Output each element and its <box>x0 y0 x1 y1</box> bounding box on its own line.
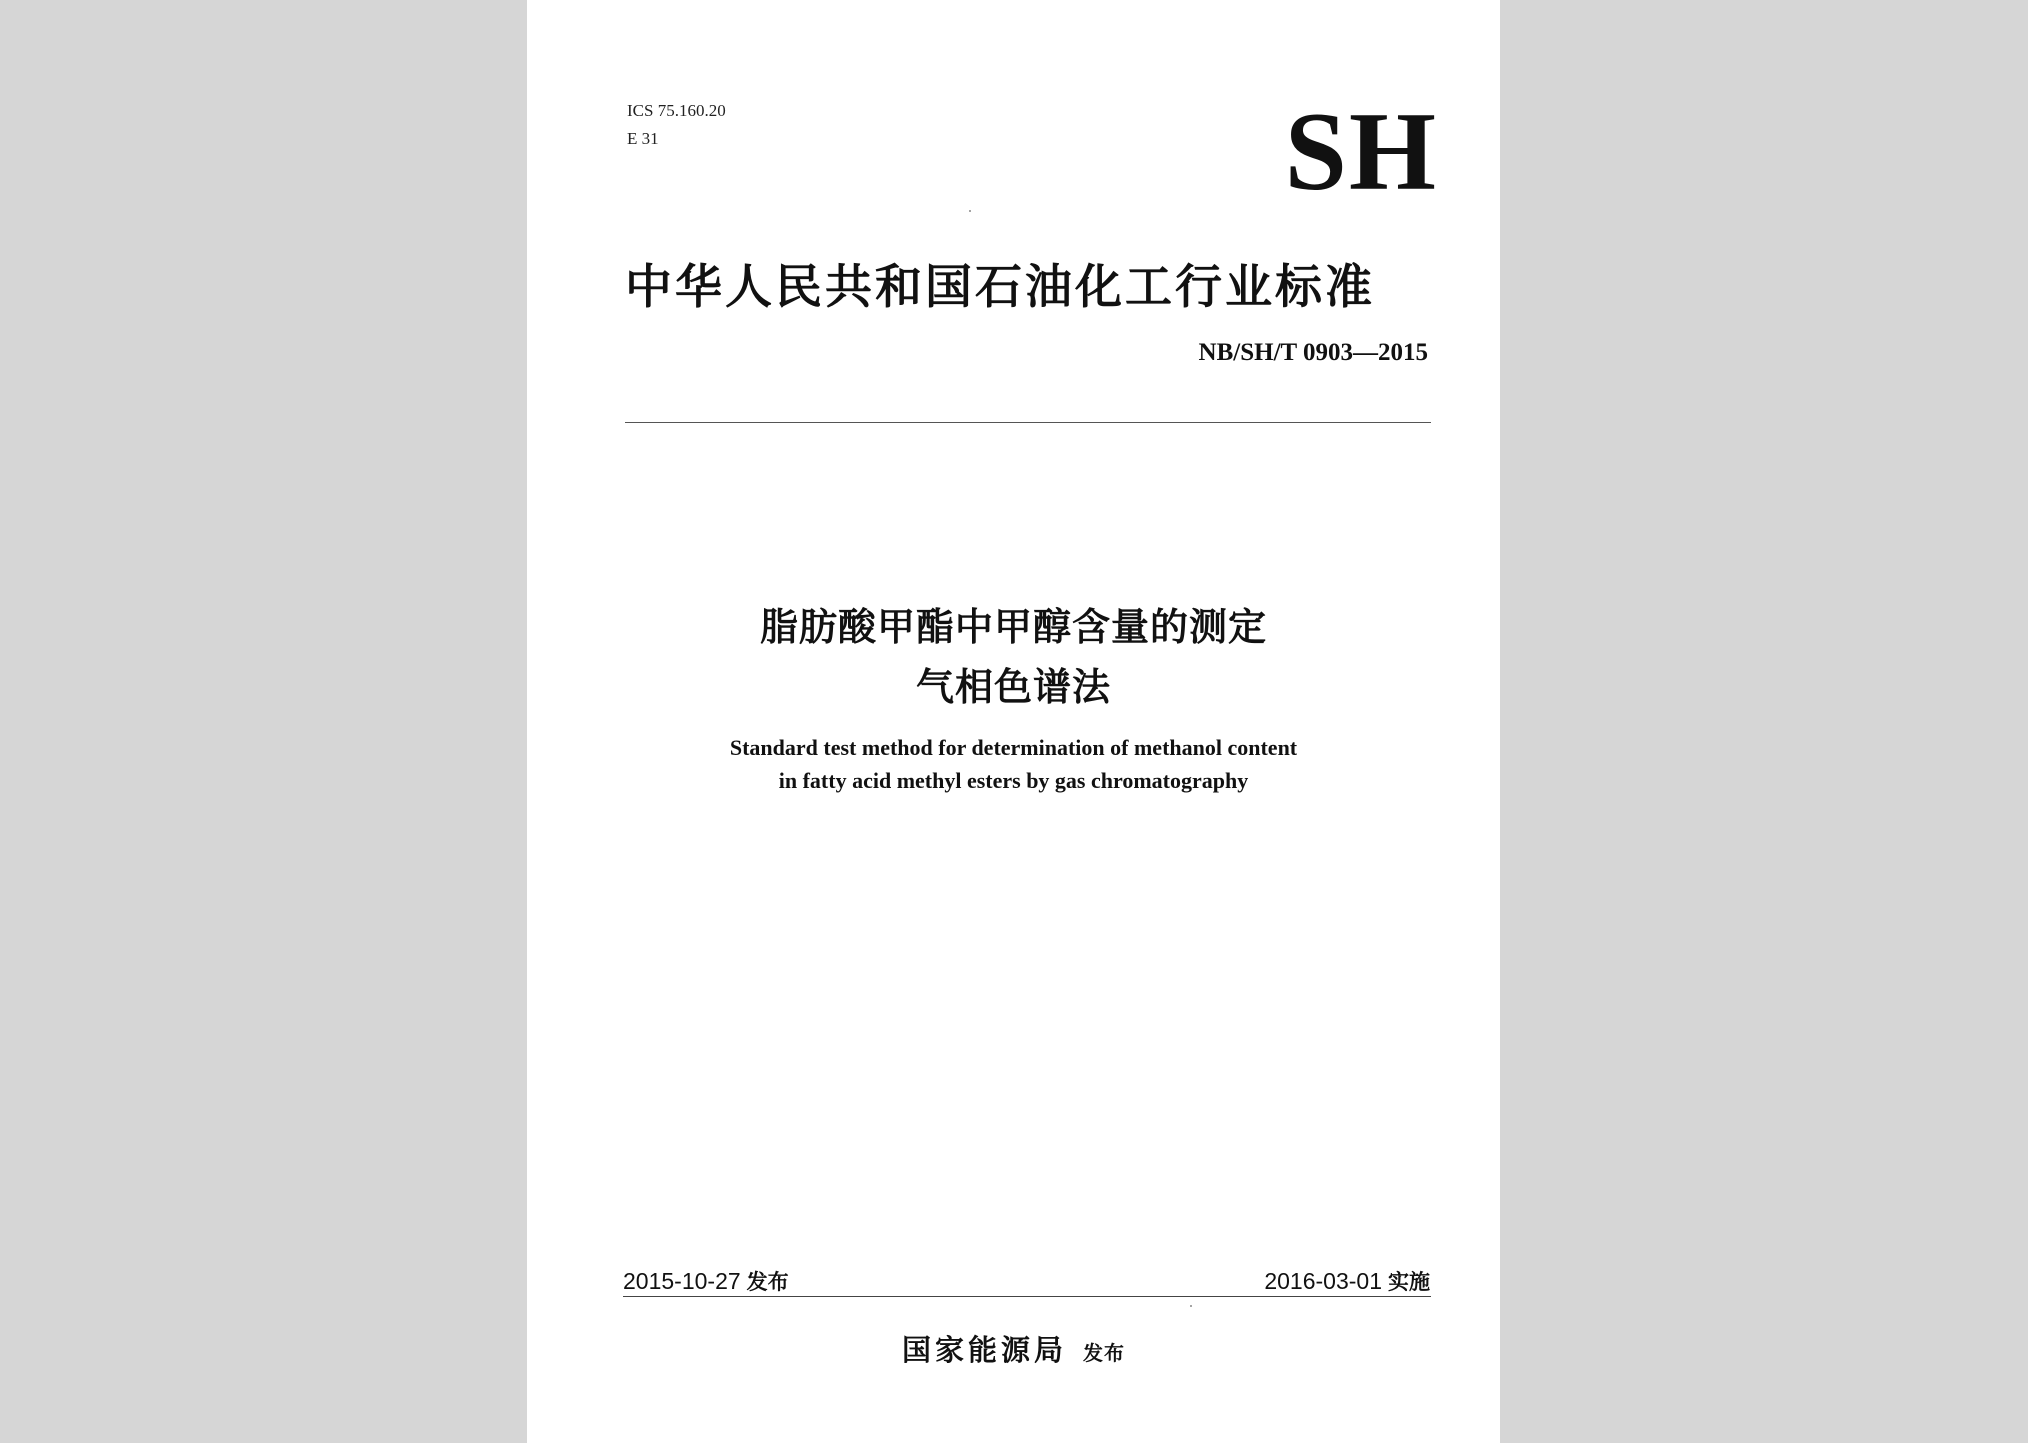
issue-date <box>623 1266 789 1296</box>
header-divider <box>625 422 1431 423</box>
standard-category-title: 中华人民共和国石油化工行业标准 <box>625 260 1375 315</box>
publisher-name: 国家能源局 <box>901 1333 1067 1367</box>
publisher <box>527 1328 1500 1369</box>
effective-date-value: 2016-03-01 <box>1264 1268 1382 1294</box>
issue-date-value: 2015-10-27 <box>623 1268 741 1294</box>
scan-speck <box>969 210 971 212</box>
effective-date <box>1264 1266 1430 1296</box>
ccs-code: E 31 <box>627 129 659 148</box>
sh-logo: SH <box>1284 90 1438 214</box>
ics-code: ICS 75.160.20 <box>627 101 726 120</box>
document-title-en-line2: in fatty acid methyl esters by gas chromatography <box>778 768 1249 793</box>
document-title-cn-line2: 气相色谱法 <box>915 665 1111 709</box>
footer-divider <box>623 1296 1431 1297</box>
standard-number: NB/SH/T 0903—2015 <box>1198 339 1428 366</box>
publisher-label: 发布 <box>1083 1341 1125 1365</box>
scan-speck <box>1190 1305 1192 1307</box>
issue-date-label: 发布 <box>746 1270 789 1294</box>
document-title-en-line1: Standard test method for determination of methanol content <box>729 735 1298 760</box>
document-title-cn-line1: 脂肪酸甲酯中甲醇含量的测定 <box>759 605 1267 649</box>
document-page <box>527 0 1500 1443</box>
effective-date-label: 实施 <box>1388 1270 1430 1294</box>
